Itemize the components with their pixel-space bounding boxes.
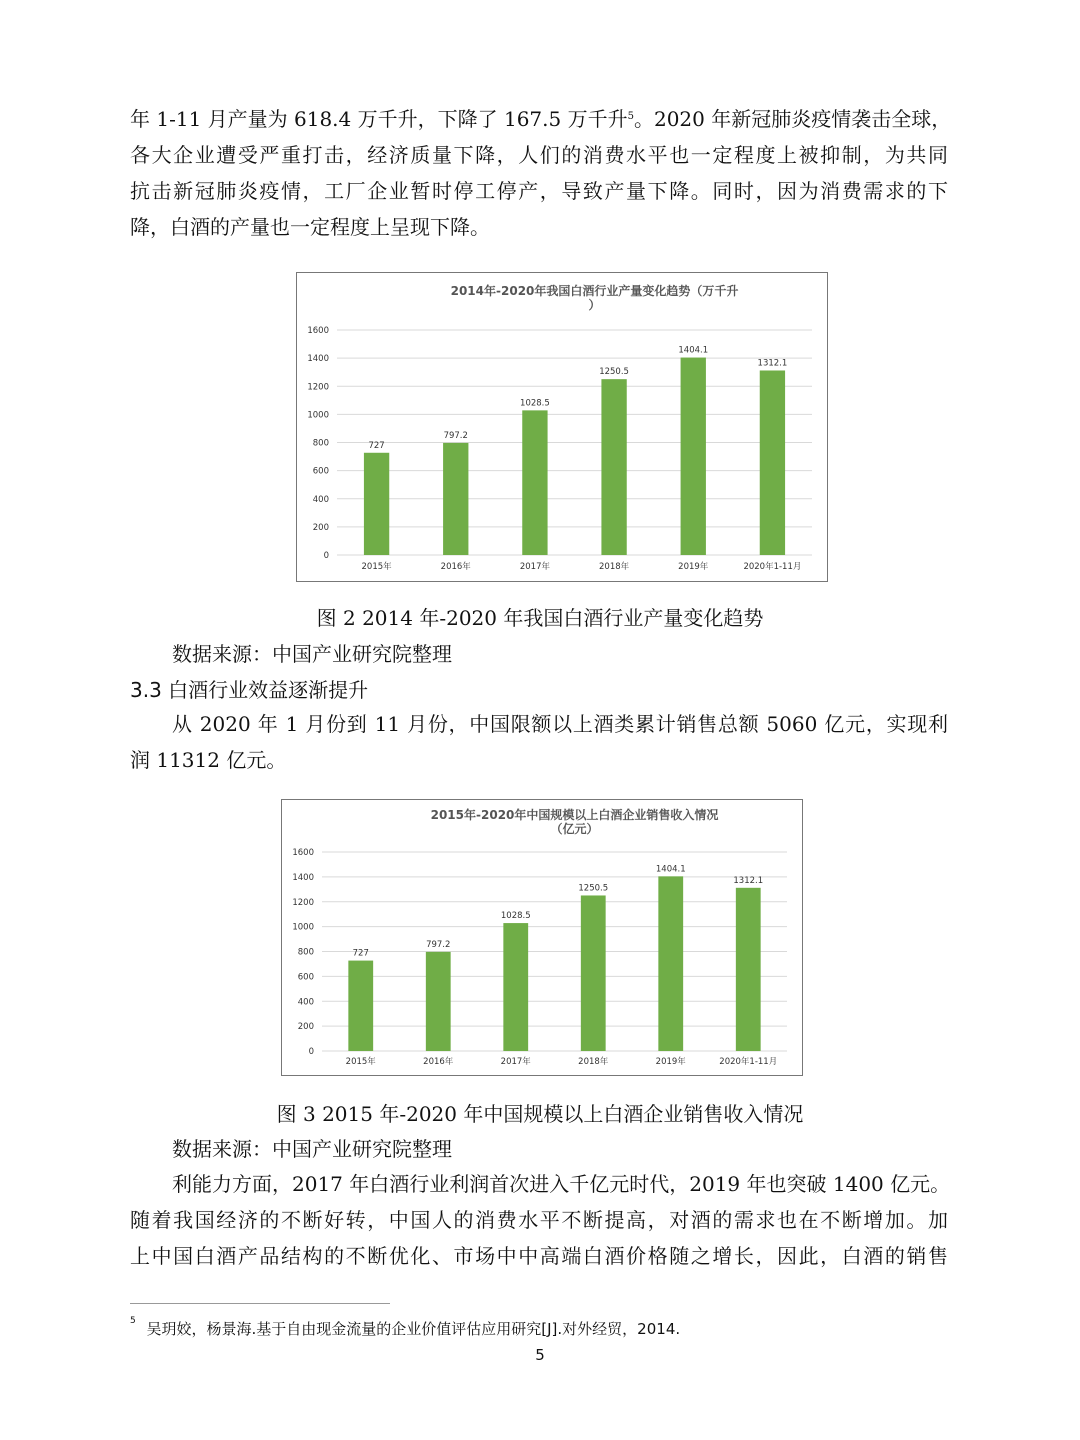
paragraph-1-line-2: 各大企业遭受严重打击，经济质量下降，人们的消费水平也一定程度上被抑制，为共同 [130,143,948,167]
figure-3-source: 数据来源：中国产业研究院整理 [172,1137,452,1161]
data-label: 1312.1 [733,875,764,886]
bar [348,961,373,1051]
paragraph-1-line-1-text: 年 1-11 月产量为 618.4 万千升，下降了 167.5 万千升 [130,107,628,131]
y-tick-label: 1000 [307,410,329,421]
chart-title-line-1: 2014年-2020年我国白酒行业产量变化趋势（万千升 [450,284,739,298]
figure-3-caption: 图 3 2015 年-2020 年中国规模以上白酒企业销售收入情况 [276,1102,804,1126]
y-tick-label: 1400 [292,872,314,883]
figure-3-chart-svg [282,800,802,1075]
data-label: 1250.5 [599,367,629,378]
data-label: 1404.1 [655,864,686,875]
paragraph-1-line-4: 降，白酒的产量也一定程度上呈现下降。 [130,215,490,239]
footnote [130,1318,680,1339]
data-label: 797.2 [443,430,468,441]
y-tick-label: 1600 [307,326,329,336]
x-tick-label: 2017年 [500,1057,531,1067]
bar [364,453,389,555]
page-number: 5 [535,1346,545,1364]
paragraph-3-line-2: 随着我国经济的不断好转，中国人的消费水平不断提高，对酒的需求也在不断增加。加 [130,1208,948,1232]
footnote-number: 5 [130,1316,136,1326]
y-tick-label: 400 [297,997,314,1008]
bar [503,923,528,1051]
y-tick-label: 600 [297,972,314,983]
section-heading: 3.3 白酒行业效益逐渐提升 [130,678,369,702]
y-tick-label: 200 [312,522,329,533]
figure-3-chart [281,799,803,1076]
footnote-rule [130,1303,390,1304]
footnote-text: 吴玥姣，杨景海.基于自由现金流量的企业价值评估应用研究[J].对外经贸，2014. [146,1320,681,1338]
y-tick-label: 1400 [307,354,329,365]
x-tick-label: 2015年 [345,1057,376,1067]
section-paragraph-line-1: 从 2020 年 1 月份到 11 月份，中国限额以上酒类累计销售总额 5060 亿元，实现利 [172,712,948,736]
chart-title-line-2: （亿元） [550,822,599,836]
x-tick-label: 2019年 [678,562,709,572]
paragraph-1-line-1 [130,101,952,137]
x-tick-label: 2018年 [578,1057,609,1067]
chart-title-line-1: 2015年-2020年中国规模以上白酒企业销售收入情况 [430,808,719,822]
y-tick-label: 1200 [292,897,314,908]
footnote-ref: 5 [627,111,634,122]
figure-2-chart [296,272,828,582]
bar [581,895,606,1051]
x-tick-label: 2020年1-11月 [743,562,802,572]
y-tick-label: 200 [297,1022,314,1033]
x-tick-label: 2017年 [519,562,550,572]
paragraph-1-line-1-tail: 。2020 年新冠肺炎疫情袭击全球， [633,107,952,131]
bar [601,379,626,555]
bar [443,443,468,555]
y-tick-label: 400 [312,494,329,505]
y-tick-label: 800 [312,438,329,449]
y-tick-label: 1600 [292,848,314,858]
bar [658,876,683,1051]
paragraph-3-line-3: 上中国白酒产品结构的不断优化、市场中中高端白酒价格随之增长，因此，白酒的销售 [130,1244,948,1268]
data-label: 727 [368,440,385,451]
bar [760,370,785,555]
y-tick-label: 600 [312,466,329,477]
data-label: 797.2 [426,939,451,950]
section-paragraph-line-2: 润 11312 亿元。 [130,748,287,772]
bar [736,888,761,1051]
paragraph-1 [130,101,952,245]
chart-title-line-2: ） [588,298,601,312]
x-tick-label: 2015年 [361,562,392,572]
bar [522,410,547,555]
y-tick-label: 1200 [307,382,329,393]
x-tick-label: 2018年 [599,562,630,572]
data-label: 727 [352,948,369,959]
paragraph-3-line-1: 利能力方面，2017 年白酒行业利润首次进入千亿元时代，2019 年也突破 1400 亿元。 [172,1172,951,1196]
x-tick-label: 2016年 [440,562,471,572]
paragraph-1-line-3: 抗击新冠肺炎疫情，工厂企业暂时停工停产，导致产量下降。同时，因为消费需求的下 [130,179,948,203]
bar [426,952,451,1051]
y-tick-label: 1000 [292,922,314,933]
paragraph-3 [130,1166,951,1274]
x-tick-label: 2019年 [655,1057,686,1067]
figure-2-chart-svg [297,273,827,581]
section-paragraph [130,706,948,778]
data-label: 1028.5 [500,911,531,922]
x-tick-label: 2020年1-11月 [719,1057,778,1067]
y-tick-label: 0 [323,551,329,561]
y-tick-label: 800 [297,947,314,958]
figure-2-caption: 图 2 2014 年-2020 年我国白酒行业产量变化趋势 [316,606,764,630]
bar [681,358,706,555]
data-label: 1250.5 [578,883,609,894]
data-label: 1028.5 [520,398,550,409]
y-tick-label: 0 [308,1047,314,1057]
figure-2-source: 数据来源：中国产业研究院整理 [172,642,452,666]
data-label: 1404.1 [678,345,709,356]
data-label: 1312.1 [757,358,788,369]
x-tick-label: 2016年 [423,1057,454,1067]
